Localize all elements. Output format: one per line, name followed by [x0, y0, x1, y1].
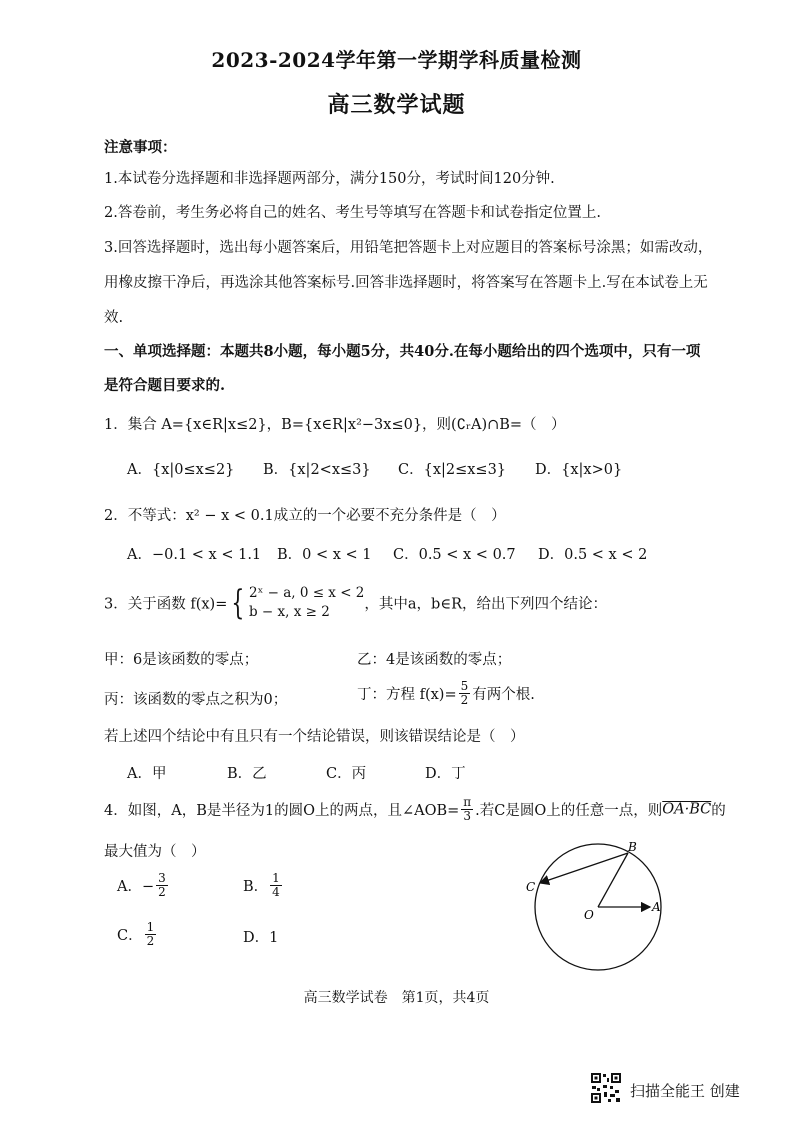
notice-item-1: 1.本试卷分选择题和非选择题两部分，满分150分，考试时间120分钟.: [104, 171, 555, 187]
fraction-denominator: 2: [146, 934, 155, 948]
q4-stem-part-c: 的: [711, 803, 726, 819]
q3-piece-2: b − x, x ≥ 2: [248, 604, 330, 620]
qr-code-icon: [590, 1072, 622, 1104]
q3-statement-ding: [357, 680, 535, 707]
fraction-denominator: 4: [272, 885, 280, 899]
fraction-denominator: 2: [158, 885, 166, 899]
section1-heading-cont: 是符合题目要求的.: [104, 377, 226, 394]
q2-option-d: D．0.5 < x < 2: [538, 547, 648, 563]
section1-heading: 一、单项选择题：本题共8小题，每小题5分，共40分.在每小题给出的四个选项中，只有一项: [104, 343, 701, 360]
fraction-denominator: 2: [460, 693, 469, 707]
q3-statement-bing: 丙：该函数的零点之积为0；: [104, 692, 288, 708]
fraction-numerator: 5: [460, 679, 469, 693]
exam-title: 2023-2024学年第一学期学科质量检测: [211, 48, 582, 72]
q4-stem-part-a: 4．如图，A，B是半径为1的圆O上的两点，且∠AOB=: [104, 803, 460, 819]
q3-ding-prefix: 丁：方程 f(x)=: [357, 687, 457, 703]
q2-option-a: A．−0.1 < x < 1.1: [127, 547, 262, 563]
q3-piece-1: 2ˣ − a, 0 ≤ x < 2: [248, 585, 365, 601]
q3-stem-prefix: 3．关于函数 f(x)=: [104, 596, 228, 613]
vector-bc: [540, 853, 628, 883]
q4-option-b: [243, 872, 284, 899]
q3-ding-fraction: [459, 680, 471, 707]
label-b: B: [628, 840, 637, 854]
q3-piecewise: [249, 584, 364, 622]
scanner-app-label: 扫描全能王 创建: [630, 1082, 740, 1100]
q4-option-a-fraction: [156, 872, 168, 899]
fraction-numerator: 1: [272, 871, 280, 885]
page-footer: 高三数学试卷 第1页，共4页: [303, 990, 490, 1006]
q4-option-a: [117, 872, 170, 899]
notice-item-3-end: 效.: [104, 310, 124, 326]
fraction-denominator: 3: [463, 809, 472, 823]
q3-option-a: A．甲: [127, 766, 167, 782]
q1-option-d: D．{x|x>0}: [535, 462, 623, 478]
q4-vector-expression: OA·BC: [662, 801, 712, 818]
exam-subtitle: 高三数学试题: [327, 92, 466, 118]
q4-option-b-fraction: [270, 872, 282, 899]
q2-option-b: B．0 < x < 1: [277, 547, 372, 563]
scanner-watermark: [590, 1072, 790, 1110]
q1-stem: 1．集合 A={x∈R|x≤2}，B={x∈R|x²−3x≤0}，则(∁ᵣA)∩B=（ ）: [104, 417, 566, 433]
q2-option-c: C．0.5 < x < 0.7: [393, 547, 516, 563]
brace-icon: {: [231, 583, 245, 623]
q1-option-a: A．{x|0≤x≤2}: [127, 462, 235, 478]
q3-statement-yi: 乙：4是该函数的零点；: [357, 652, 512, 668]
q3-statement-jia: 甲：6是该函数的零点；: [104, 652, 259, 668]
label-c: C: [526, 880, 536, 894]
q3-ding-suffix: 有两个根.: [472, 687, 535, 703]
q2-stem: 2．不等式：x² − x < 0.1成立的一个必要不充分条件是（ ）: [104, 508, 506, 524]
q4-stem: [104, 796, 726, 823]
fraction-numerator: π: [463, 795, 472, 809]
label-a: A: [652, 900, 661, 914]
q4-option-c: [117, 921, 158, 948]
q4-option-c-prefix: C．: [117, 928, 143, 944]
q4-stem-line2: 最大值为（ ）: [104, 844, 206, 860]
q1-option-b: B．{x|2<x≤3}: [263, 462, 371, 478]
q3-option-b: B．乙: [227, 766, 267, 782]
q3-option-d: D．丁: [425, 766, 466, 782]
q4-circle-figure: [520, 835, 690, 995]
q4-option-b-prefix: B．: [243, 879, 269, 895]
q4-angle-fraction: [461, 796, 473, 823]
q3-option-c: C．丙: [326, 766, 367, 782]
label-o: O: [584, 908, 594, 922]
q3-ask: 若上述四个结论中有且只有一个结论错误，则该错误结论是（ ）: [104, 729, 525, 745]
notice-item-3-cont: 用橡皮擦干净后，再选涂其他答案标号.回答非选择题时，将答案写在答题卡上.写在本试卷上无: [104, 275, 708, 291]
notice-item-3: 3.回答选择题时，选出每小题答案后，用铅笔把答题卡上对应题目的答案标号涂黑；如需改动，: [104, 240, 713, 256]
q3-stem-suffix: ，其中a，b∈R，给出下列四个结论：: [364, 596, 607, 613]
q4-option-d: D．1: [243, 930, 279, 946]
q1-option-c: C．{x|2≤x≤3}: [398, 462, 507, 478]
q4-option-c-fraction: [145, 921, 157, 948]
fraction-numerator: 3: [158, 871, 166, 885]
q4-stem-part-b: .若C是圆O上的任意一点，则: [475, 803, 663, 819]
notice-heading: 注意事项：: [104, 139, 177, 156]
q3-stem: [104, 584, 607, 622]
q4-option-a-prefix: A．−: [117, 879, 155, 895]
notice-item-2: 2.答卷前，考生务必将自己的姓名、考生号等填写在答题卡和试卷指定位置上.: [104, 205, 601, 221]
fraction-numerator: 1: [146, 920, 155, 934]
